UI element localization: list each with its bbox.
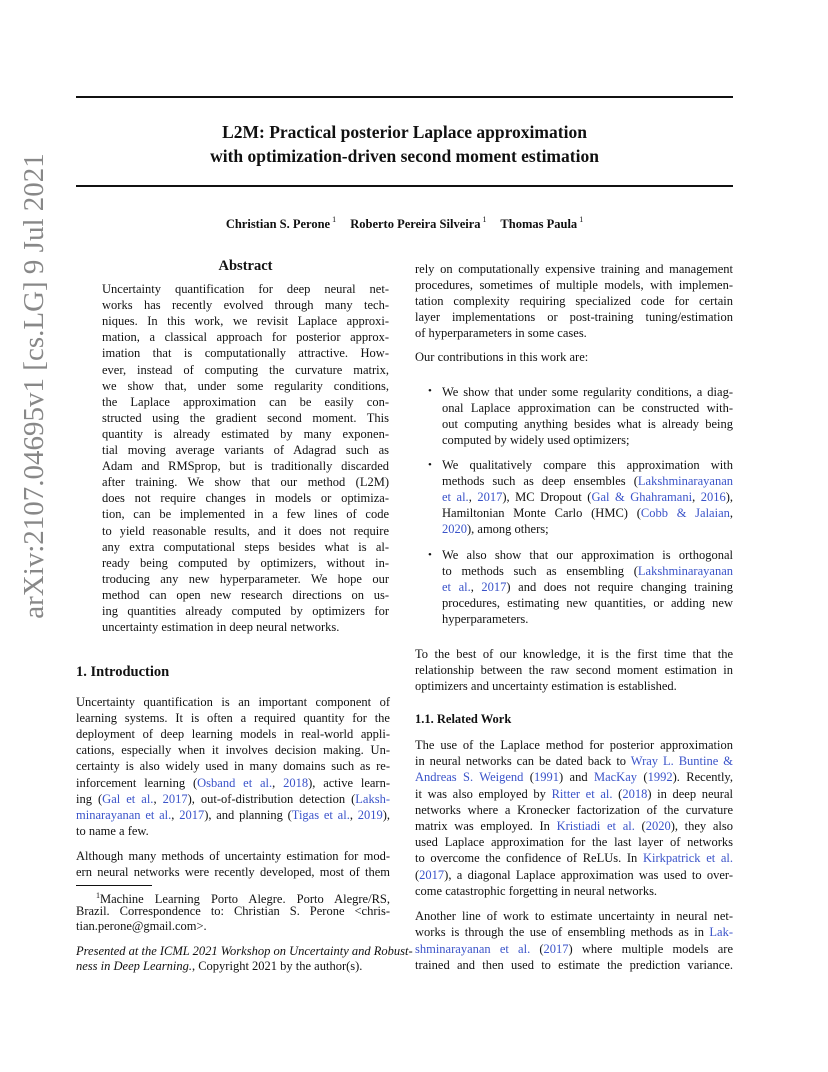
bullet-line: We show that under some regularity conditions, a diag- (442, 385, 733, 399)
right-column-line: To the best of our knowledge, it is the first time that the (415, 647, 733, 661)
citation-link[interactable]: et al. (442, 580, 471, 594)
bullet-line: computed by widely used optimizers; (442, 433, 630, 447)
text-segment: ( (523, 770, 534, 784)
citation-link[interactable]: 2017 (179, 808, 205, 822)
text-segment: ) where multiple models are (568, 942, 733, 956)
text-segment: inforcement learning ( (76, 776, 198, 790)
text-segment: ( (634, 819, 646, 833)
abstract-line: any extra computational steps besides what is al- (102, 540, 389, 554)
text-segment: Hamiltonian Monte Carlo (HMC) ( (442, 506, 641, 520)
paper-title-line-2: with optimization-driven second moment estimation (210, 146, 599, 166)
text-segment: , (729, 506, 733, 520)
abstract-heading: Abstract (218, 258, 273, 274)
affiliation-mark: 1 (579, 215, 584, 224)
citation-link[interactable]: 2018 (283, 776, 309, 790)
related-work-line: come catastrophic forgetting in neural networks. (415, 884, 658, 898)
bullet-line: onal Laplace approximation can be constructed with- (442, 401, 733, 415)
text-segment: ), active learn- (308, 776, 390, 790)
abstract-line: the Laplace approximation can be easily con- (102, 395, 389, 409)
citation-link[interactable]: 2017 (419, 868, 445, 882)
abstract-line: to yield reasonable results, and it does not require (102, 524, 389, 538)
title-rule-top (76, 96, 733, 98)
arxiv-side-label: arXiv:2107.04695v1 [cs.LG] 9 Jul 2021 (18, 153, 50, 619)
citation-link[interactable]: Gal & Ghahramani (591, 490, 693, 504)
bullet-line (442, 521, 733, 537)
intro-line: cations, especially when it involves decision making. Un- (76, 743, 390, 757)
venue-line (76, 958, 390, 974)
right-column-line: Our contributions in this work are: (415, 350, 589, 364)
related-work-line (415, 818, 733, 834)
intro-line (76, 775, 390, 791)
venue-line: Presented at the ICML 2021 Workshop on Uncertainty and Robust- (76, 944, 413, 958)
related-work-line (415, 737, 733, 753)
abstract-line: ready being computed by optimizers, without in- (102, 556, 389, 570)
text-segment: ), a diagonal Laplace approximation was used to over- (444, 868, 733, 882)
text-segment: ) in deep neural (647, 787, 733, 801)
abstract-line: structed using the gradient second moment. This (102, 411, 389, 425)
text-segment: , (692, 490, 701, 504)
related-work-line (415, 753, 733, 769)
text-segment: ), among others; (467, 522, 549, 536)
text-segment: ( (637, 770, 648, 784)
citation-link[interactable]: Lak- (709, 925, 733, 939)
bullet-marker: • (428, 459, 432, 471)
author-name: Thomas Paula (500, 217, 578, 231)
intro-line (76, 791, 390, 807)
citation-link[interactable]: MacKay (593, 770, 638, 784)
text-segment: methods such as deep ensembles ( (442, 474, 638, 488)
abstract-line: ever, instead of computing the curvature matrix, (102, 363, 389, 377)
related-work-line (415, 924, 733, 940)
intro-line (76, 807, 390, 823)
text-segment: ), out-of-distribution detection ( (187, 792, 356, 806)
abstract-line: troducing any new hyperparameter. We hope our (102, 572, 389, 586)
citation-link[interactable]: 2017 (477, 490, 503, 504)
related-work-line (415, 850, 733, 866)
abstract-line: ing quantities already computed by optimizers for (102, 604, 389, 618)
citation-link[interactable]: 2017 (162, 792, 188, 806)
bullet-marker: • (428, 385, 432, 397)
text-segment: , (470, 580, 482, 594)
abstract-line: Uncertainty quantification for deep neural net- (102, 282, 389, 296)
citation-link[interactable]: minarayanan et al. (76, 808, 172, 822)
citation-link[interactable]: Tigas et al. (291, 808, 350, 822)
affiliation-mark: 1 (482, 215, 487, 224)
bullet-line: procedures, estimating new quantities, or adding new (442, 596, 733, 610)
related-work-line (415, 941, 733, 957)
citation-link[interactable]: Kirkpatrick et al. (642, 851, 733, 865)
citation-link[interactable]: 2018 (622, 787, 648, 801)
author-name: Christian S. Perone (225, 217, 331, 231)
intro-line: Although many methods of uncertainty estimation for mod- (76, 849, 390, 863)
text-segment: , Copyright 2021 by the author(s). (191, 959, 363, 973)
related-work-line (415, 867, 733, 883)
author-name: Roberto Pereira Silveira (350, 217, 481, 231)
title-rule-bottom (76, 185, 733, 187)
text-segment: it was also employed by (415, 787, 552, 801)
citation-link[interactable]: Osband et al. (197, 776, 273, 790)
right-column-line: rely on computationally expensive training and management (415, 262, 733, 276)
bullet-marker: • (428, 549, 432, 561)
paper-title-line-1: L2M: Practical posterior Laplace approximation (222, 122, 587, 142)
abstract-line: tial moving average variants of Adagrad such as (102, 443, 389, 457)
related-work-line: networks where a Kronecker factorization of the curvature (415, 803, 733, 817)
citation-link[interactable]: 2017 (543, 942, 569, 956)
related-work-line: trained and then used to estimate the prediction variance. (415, 958, 733, 972)
abstract-line: does not require changes in models or optimiza- (102, 491, 389, 505)
abstract-line: method can open new research directions on us- (102, 588, 389, 602)
text-segment: , (171, 808, 180, 822)
bullet-line (442, 563, 733, 579)
affiliation-mark: 1 (332, 215, 337, 224)
bullet-line (442, 489, 733, 505)
text-segment: ), (725, 490, 734, 504)
text-segment: ) and (558, 770, 594, 784)
text-segment: , (153, 792, 163, 806)
citation-link[interactable]: et al. (442, 490, 469, 504)
bullet-line (442, 505, 733, 521)
abstract-line: after training. We show that our method (L2M) (102, 475, 389, 489)
abstract-line: imation that is computationally attractive. How- (102, 346, 389, 360)
citation-link[interactable]: Wray L. Buntine & (630, 754, 733, 768)
intro-line: deployment of deep learning models in real-world appli- (76, 727, 390, 741)
related-work-line (415, 786, 733, 802)
footnote-line: Brazil. Correspondence to: Christian S. Perone <chris- (76, 904, 390, 918)
abstract-line: Adam and RMSprop, but is traditionally discarded (102, 459, 389, 473)
citation-link[interactable]: Cobb & Jalaian (640, 506, 730, 520)
footnote-mark: 1 (96, 891, 100, 900)
text-segment: , (349, 808, 358, 822)
text-segment: ), MC Dropout ( (502, 490, 592, 504)
footnote-line: tian.perone@gmail.com>. (76, 919, 207, 933)
right-column-line: of hyperparameters in some cases. (415, 326, 587, 340)
abstract-line: we show that, under some regularity conditions, (102, 379, 389, 393)
intro-line: ern neural networks were recently developed, most of them (76, 865, 390, 879)
bullet-line: We qualitatively compare this approximation with (442, 458, 733, 472)
citation-link[interactable]: 2020 (442, 522, 467, 536)
citation-link[interactable]: Lakshminarayanan (637, 474, 733, 488)
text-segment: , (272, 776, 284, 790)
bullet-line: hyperparameters. (442, 612, 529, 626)
abstract-line: uncertainty estimation in deep neural networks. (102, 620, 340, 634)
bullet-line (442, 473, 733, 489)
section-heading-introduction: 1. Introduction (76, 664, 170, 680)
text-segment: ). Recently, (672, 770, 733, 784)
related-work-line: used Laplace approximation for the last layer of networks (415, 835, 733, 849)
subsection-heading-related-work: 1.1. Related Work (415, 712, 512, 726)
intro-line: to name a few. (76, 824, 149, 838)
right-column-line: relationship between the raw second moment estimation in (415, 663, 733, 677)
right-column-line: tation complexity requiring specialized code for certain (415, 294, 733, 308)
text-segment: works is through the use of ensembling methods as in (415, 925, 710, 939)
text-segment: ing ( (76, 792, 103, 806)
citation-link[interactable]: shminarayanan et al. (415, 942, 531, 956)
text-segment: to overcome the confidence of ReLUs. In (415, 851, 643, 865)
citation-link[interactable]: Gal et al. (102, 792, 154, 806)
citation-link[interactable]: 1991 (533, 770, 559, 784)
bullet-line: out computing anything besides what is already being (442, 417, 733, 431)
citation-link[interactable]: Ritter et al. (551, 787, 613, 801)
text-segment: The use of the Laplace method for posterior approximation (415, 738, 733, 752)
text-segment: ), they also (670, 819, 733, 833)
text-segment: ( (415, 868, 420, 882)
citation-link[interactable]: Lakshminarayanan (637, 564, 733, 578)
abstract-line: quantity is already estimated by many exponen- (102, 427, 389, 441)
text-segment: ( (530, 942, 544, 956)
intro-line: certainty is also widely used in many domains such as re- (76, 759, 390, 773)
text-segment: ) and does not require changing training (506, 580, 733, 594)
right-column-line: optimizers and uncertainty estimation is established. (415, 679, 677, 693)
footnote-text: Machine Learning Porto Alegre. Porto Alegre/RS, (100, 892, 390, 907)
right-column-line: layer implementations or post-training tuning/estimation (415, 310, 733, 324)
text-segment: ), (382, 808, 391, 822)
text-segment: , (468, 490, 478, 504)
abstract-line: tion, can be implemented in a few lines of code (102, 507, 389, 521)
footnote-rule (76, 885, 152, 886)
related-work-line (415, 769, 733, 785)
author-list (76, 215, 733, 232)
citation-link[interactable]: 2017 (481, 580, 507, 594)
abstract-line: mation, a classical approach for posterior approx- (102, 330, 389, 344)
citation-link[interactable]: Laksh- (355, 792, 391, 806)
intro-line: Uncertainty quantification is an important component of (76, 695, 390, 709)
abstract-line: niques. In this work, we revisit Laplace approxi- (102, 314, 389, 328)
text-segment: ness in Deep Learning. (76, 959, 192, 973)
text-segment: matrix was employed. In (415, 819, 557, 833)
citation-link[interactable]: Kristiadi et al. (556, 819, 635, 833)
intro-line: learning systems. It is often a required quantity for the (76, 711, 390, 725)
bullet-line (442, 579, 733, 595)
text-segment: ( (612, 787, 623, 801)
citation-link[interactable]: 2020 (645, 819, 671, 833)
citation-link[interactable]: 2019 (357, 808, 383, 822)
right-column-line: procedures, sometimes of multiple models, with implemen- (415, 278, 733, 292)
related-work-line: Another line of work to estimate uncertainty in neural net- (415, 909, 733, 923)
bullet-line: We also show that our approximation is orthogonal (442, 548, 733, 562)
text-segment: in neural networks can be dated back to (415, 754, 631, 768)
abstract-line: works has recently evolved through many tech- (102, 298, 389, 312)
text-segment: ), and planning ( (204, 808, 292, 822)
citation-link[interactable]: 2016 (700, 490, 726, 504)
citation-link[interactable]: Andreas S. Weigend (415, 770, 524, 784)
citation-link[interactable]: 1992 (647, 770, 673, 784)
text-segment: to methods such as ensembling ( (442, 564, 638, 578)
